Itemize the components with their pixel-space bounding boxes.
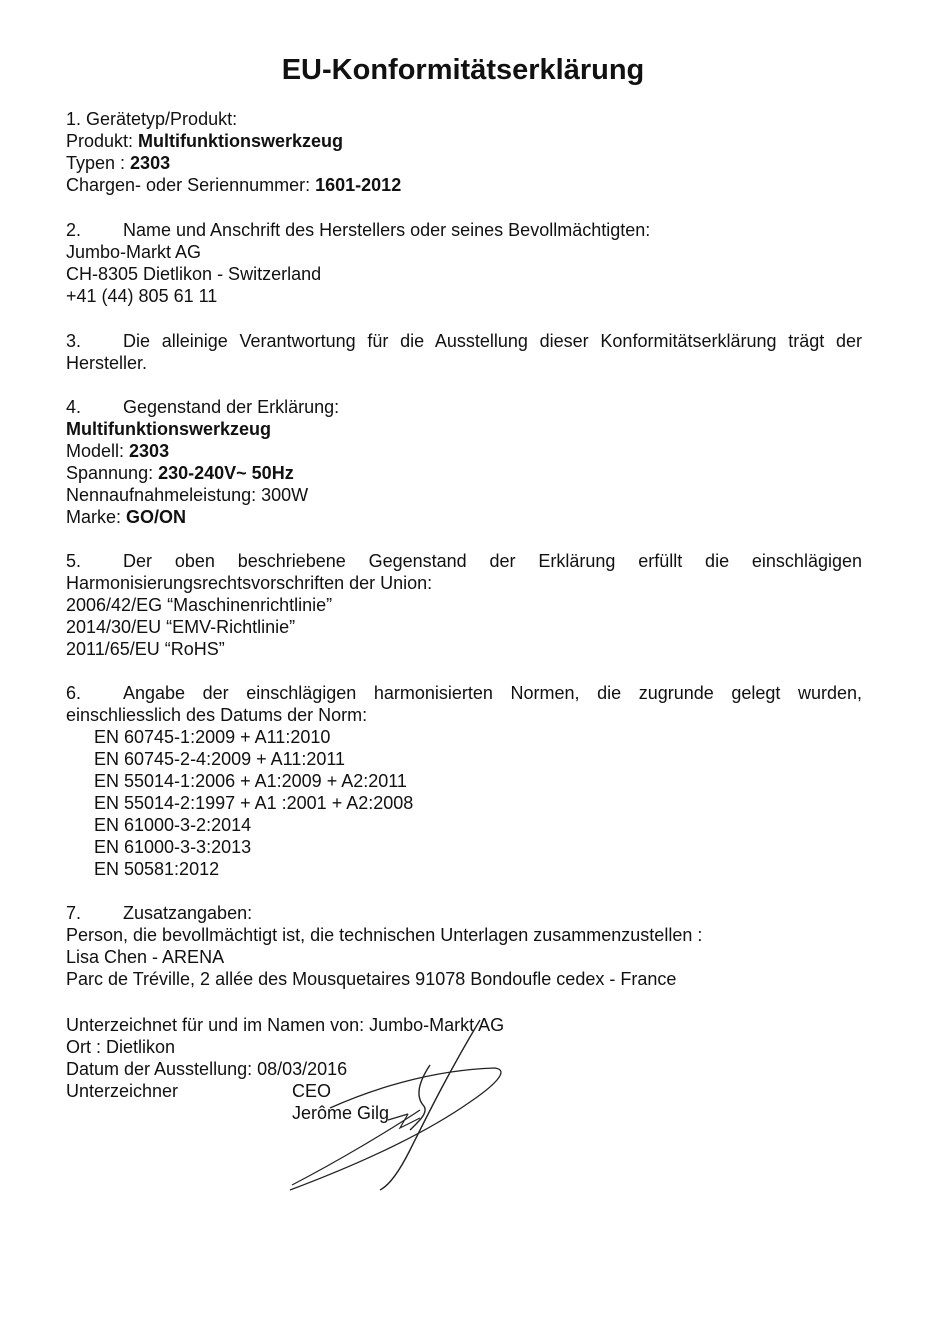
- authorized-person-name: Lisa Chen - ARENA: [66, 947, 225, 967]
- batch-line: [66, 174, 862, 196]
- section-7-heading-line: [66, 902, 862, 924]
- signatory-name: Jerôme Gilg: [292, 1103, 390, 1123]
- model-label: Modell:: [66, 441, 130, 461]
- section-7: [66, 902, 862, 990]
- voltage-line: [66, 462, 862, 484]
- section-4-heading-line: [66, 396, 862, 418]
- voltage-value: 230-240V~ 50Hz: [158, 463, 294, 483]
- section-3-number: 3.: [66, 331, 82, 351]
- batch-value: 1601-2012: [315, 175, 402, 195]
- section-5-line-2: Harmonisierungsrechtsvorschriften der Union:: [66, 573, 433, 593]
- types-line: [66, 152, 862, 174]
- section-6-number: 6.: [66, 683, 82, 703]
- section-2-number: 2.: [66, 220, 82, 240]
- norm-item: EN 55014-2:1997 + A1 :2001 + A2:2008: [94, 793, 414, 813]
- section-4-number: 4.: [66, 397, 82, 417]
- product-line: [66, 130, 862, 152]
- section-4-heading: Gegenstand der Erklärung:: [123, 397, 340, 417]
- section-3-text: [66, 330, 862, 374]
- norm-item: EN 60745-1:2009 + A11:2010: [94, 727, 331, 747]
- handwritten-signature: [280, 1010, 520, 1200]
- brand-value: GO/ON: [126, 507, 187, 527]
- section-7-number: 7.: [66, 903, 82, 923]
- norm-item: EN 61000-3-3:2013: [94, 837, 252, 857]
- issue-date: Datum der Ausstellung: 08/03/2016: [66, 1059, 348, 1079]
- directive-item: 2014/30/EU “EMV-Richtlinie”: [66, 617, 296, 637]
- section-6-line-2: einschliesslich des Datums der Norm:: [66, 705, 368, 725]
- manufacturer-phone: +41 (44) 805 61 11: [66, 286, 218, 306]
- model-line: [66, 440, 862, 462]
- subject-product: Multifunktionswerkzeug: [66, 419, 272, 439]
- section-1-heading: 1. Gerätetyp/Produkt:: [66, 109, 238, 129]
- power-line: Nennaufnahmeleistung: 300W: [66, 485, 309, 505]
- manufacturer-address: CH-8305 Dietlikon - Switzerland: [66, 264, 322, 284]
- section-5-line-1: [66, 550, 862, 572]
- section-5-intro: Der oben beschriebene Gegenstand der Erklärung erfüllt die einschlägigen: [123, 551, 862, 571]
- brand-line: [66, 506, 862, 528]
- authorized-person-address: Parc de Tréville, 2 allée des Mousquetaires 91078 Bondoufle cedex - France: [66, 969, 677, 989]
- section-3: [66, 330, 862, 374]
- types-label: Typen :: [66, 153, 131, 173]
- signed-on-behalf: Unterzeichnet für und im Namen von: Jumbo-Markt AG: [66, 1015, 505, 1035]
- manufacturer-name: Jumbo-Markt AG: [66, 242, 202, 262]
- signatory-label: Unterzeichner: [66, 1081, 179, 1101]
- section-2: [66, 219, 862, 307]
- signatory-role: CEO: [292, 1081, 332, 1101]
- norm-item: EN 50581:2012: [94, 859, 220, 879]
- product-label: Produkt:: [66, 131, 139, 151]
- section-1: [66, 108, 862, 196]
- section-7-heading: Zusatzangaben:: [123, 903, 253, 923]
- model-value: 2303: [129, 441, 170, 461]
- norm-item: EN 55014-1:2006 + A1:2009 + A2:2011: [94, 771, 407, 791]
- directive-item: 2011/65/EU “RoHS”: [66, 639, 225, 659]
- section-2-heading-line: [66, 219, 862, 241]
- document-title: EU-Konformitätserklärung: [281, 54, 645, 86]
- section-6: [66, 682, 862, 880]
- norm-item: EN 60745-2-4:2009 + A11:2011: [94, 749, 346, 769]
- product-value: Multifunktionswerkzeug: [138, 131, 344, 151]
- norm-item: EN 61000-3-2:2014: [94, 815, 252, 835]
- batch-label: Chargen- oder Seriennummer:: [66, 175, 316, 195]
- voltage-label: Spannung:: [66, 463, 159, 483]
- brand-label: Marke:: [66, 507, 127, 527]
- types-value: 2303: [130, 153, 171, 173]
- section-4: [66, 396, 862, 528]
- authorized-person-intro: Person, die bevollmächtigt ist, die technischen Unterlagen zusammenzustellen :: [66, 925, 703, 945]
- section-5: [66, 550, 862, 660]
- place: Ort : Dietlikon: [66, 1037, 176, 1057]
- section-6-intro: Angabe der einschlägigen harmonisierten Normen, die zugrunde gelegt wurden,: [123, 683, 862, 703]
- directive-item: 2006/42/EG “Maschinenrichtlinie”: [66, 595, 333, 615]
- section-5-number: 5.: [66, 551, 82, 571]
- section-6-line-1: [66, 682, 862, 704]
- section-3-body: Die alleinige Verantwortung für die Ausstellung dieser Konformitätserklärung trägt der Hersteller.: [66, 331, 862, 373]
- section-2-heading: Name und Anschrift des Herstellers oder seines Bevollmächtigten:: [123, 220, 651, 240]
